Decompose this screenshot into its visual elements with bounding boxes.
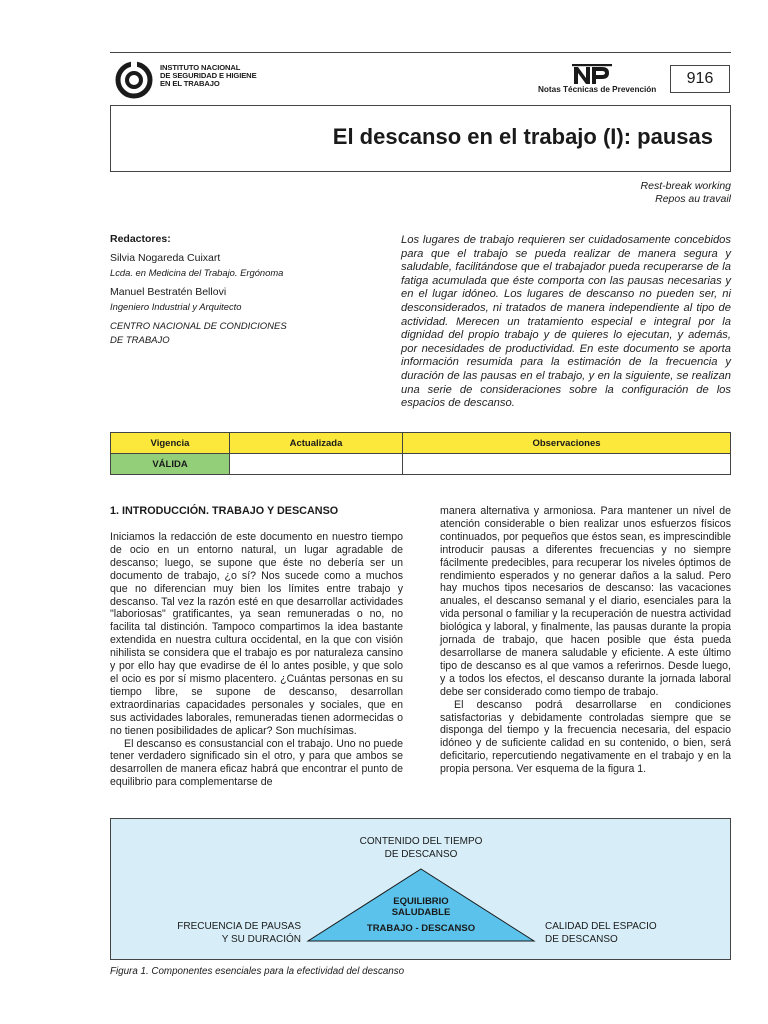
- author-role: Lcda. en Medicina del Trabajo. Ergónoma: [110, 267, 284, 278]
- text-column-left: [110, 531, 403, 789]
- paragraph: El descanso podrá desarrollarse en condiciones satisfactorias y debidamente controladas siempre que se disponga del tiempo y la frecuencia necesaria, del espacio idóneo y de suficiente calidad en su contenido, o bien, será deficitario, repercutiendo negativamente en el trabajo y en la propia persona. Ver esquema de la figura 1.: [440, 698, 731, 776]
- header-rule: [110, 52, 731, 53]
- title-french: Repos au travail: [655, 193, 731, 205]
- paragraph: manera alternativa y armoniosa. Para mantener un nivel de atención considerable o bien realizar unos esfuerzos físicos continuados, por pequeños que éstos sean, es imprescindible introducir pausas a diferentes frecuencias y no siempre fácilmente predecibles, para recuperar los niveles óptimos de rendimiento esperados y no generar daños a la salud. Pero hay muchos tipos necesarios de descanso: las vacaciones anuales, el descanso semanal y el diario, esenciales para la vida personal o familiar y la recuperación de nuestra actividad biológica y laboral, y finalmente, las pausas durante la propia jornada de trabajo, que hacen posible que ésta pueda desarrollarse de manera saludable y eficiente. A este último tipo de descanso es al que vamos a referirnos. Desde luego, y a todos los efectos, el descanso durante la jornada laboral debe ser considerado como tiempo de trabajo.: [440, 505, 731, 698]
- paragraph: El descanso es consustancial con el trabajo. Uno no puede tener verdadero significado sin el otro, y para que ambos se desarrollen de manera eficaz habrá que encontrar el punto de equilibrio para complementarse de: [110, 737, 403, 789]
- figure-label-right: CALIDAD DEL ESPACIO DE DESCANSO: [545, 921, 657, 945]
- paragraph: Iniciamos la redacción de este documento en nuestro tiempo de ocio en un entorno natural, un lugar agradable de descanso; luego, se supone que éste no debería ser un documento de trabajo, ¿o sí? Nos sucede como a muchos que no diferencian muy bien los límites entre trabajo y descanso. Tal vez la razón esté en que desarrollar actividades "laboriosas" gratificantes, ya sean remuneradas o no, no facilita tal distinción. Tampoco compartimos la idea bastante extendida en nuestra cultura occidental, en la que con visión nihilista se considera que el trabajo es por naturaleza cansino y por ello hay que evadirse de él lo antes posible, y que solo el ocio es por sí mismo placentero. ¿Cuántas personas en su tiempo libre, se supone de descanso, desarrollan extraordinarias capacidades personales y sociales, que en sus actividades laborales, remuneradas tienen adormecidas o no tienen posibilidades de aplicar? Son muchísimas.: [110, 531, 403, 737]
- status-table: [110, 432, 731, 475]
- header-vigencia: Vigencia: [111, 433, 230, 454]
- section-title: 1. INTRODUCCIÓN. TRABAJO Y DESCANSO: [110, 505, 339, 517]
- figure-label-left: FRECUENCIA DE PAUSAS Y SU DURACIÓN: [177, 921, 301, 945]
- triangle-label-top: EQUILIBRIO SALUDABLE: [391, 896, 451, 918]
- title-english: Rest-break working: [640, 180, 731, 192]
- ntp-label: Notas Técnicas de Prevención: [538, 85, 657, 94]
- author-name: Manuel Bestratén Bellovi: [110, 286, 227, 298]
- figure-1: [110, 818, 731, 960]
- header-observaciones: Observaciones: [403, 433, 731, 454]
- triangle-label-bottom: TRABAJO - DESCANSO: [366, 923, 476, 934]
- figure-caption: Figura 1. Componentes esenciales para la efectividad del descanso: [110, 966, 405, 977]
- document-number: 916: [670, 65, 730, 93]
- status-badge: VÁLIDA: [111, 454, 230, 475]
- insht-logo-icon: [114, 60, 154, 100]
- center-name: CENTRO NACIONAL DE CONDICIONES DE TRABAJO: [110, 321, 287, 346]
- alternate-titles: [440, 180, 731, 206]
- institute-name: INSTITUTO NACIONAL DE SEGURIDAD E HIGIENE EN EL TRABAJO: [160, 63, 257, 88]
- text-column-right: [440, 505, 731, 776]
- observations-cell: [403, 454, 731, 475]
- editors-heading: Redactores:: [110, 233, 171, 245]
- page-title: El descanso en el trabajo (I): pausas: [332, 124, 713, 149]
- header-actualizada: Actualizada: [230, 433, 403, 454]
- figure-label-top: CONTENIDO DEL TIEMPO DE DESCANSO: [359, 836, 483, 860]
- summary: Los lugares de trabajo requieren ser cuidadosamente concebidos para que el trabajo se pueda realizar de manera segura y saludable, facilitándose que el trabajador pueda recuperarse de la fatiga acumulada que éste comporta con las pausas necesarias y en el lugar idóneo. Los lugares de descanso no pueden ser, ni desconsiderados, ni tratados de manera independiente al tipo de actividad. Merecen un tratamiento especial e integral por la dignidad del propio trabajo y de quieres lo ejecutan, y además, por necesidades de productividad. En este documento se aporta información resumida para la estimación de la frecuencia y duración de las pausas en el trabajo, y en la siguiente, se realizan una serie de consideraciones sobre la configuración de los espacios de descanso.: [401, 234, 731, 410]
- author-name: Silvia Nogareda Cuixart: [110, 252, 221, 264]
- updated-cell: [230, 454, 403, 475]
- ntp-logo-icon: [572, 64, 612, 86]
- author-role: Ingeniero Industrial y Arquitecto: [110, 301, 242, 312]
